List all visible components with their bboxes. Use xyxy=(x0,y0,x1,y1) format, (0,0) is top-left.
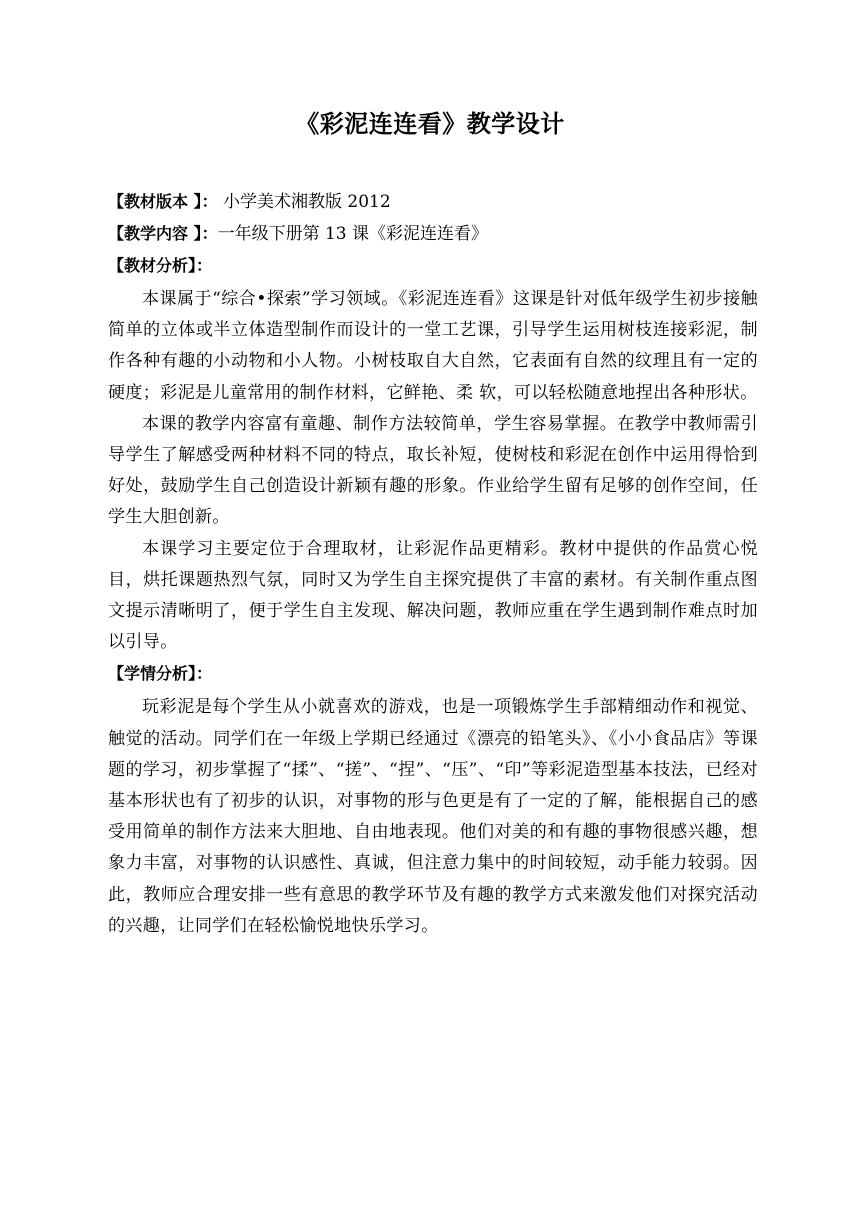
section-heading-student-analysis: 【学情分析】： xyxy=(108,664,213,684)
meta-value: 小学美术湘教版 2012 xyxy=(217,192,391,212)
document-body xyxy=(108,186,758,942)
meta-textbook-version xyxy=(108,186,758,218)
paragraph: 本课的教学内容富有童趣、制作方法较简单，学生容易掌握。在教学中教师需引导学生了解感受两种材料不同的特点，取长补短，使树枝和彩泥在创作中运用得恰到好处，鼓励学生自己创造设计新颖有趣的形象。作业给学生留有足够的创作空间，任学生大胆创新。 xyxy=(108,413,758,528)
paragraph: 本课学习主要定位于合理取材，让彩泥作品更精彩。教材中提供的作品赏心悦目，烘托课题热烈气氛，同时又为学生自主探究提供了丰富的素材。有关制作重点图文提示清晰明了，便于学生自主发现、解决问题，教师应重在学生遇到制作难点时加以引导。 xyxy=(108,538,758,653)
paragraph: 玩彩泥是每个学生从小就喜欢的游戏，也是一项锻炼学生手部精细动作和视觉、触觉的活动。同学们在一年级上学期已经通过《漂亮的铅笔头》、《小小食品店》等课题的学习，初步掌握了“揉”、“搓”、“捏”、“压”、“印”等彩泥造型基本技法，已经对基本形状也有了初步的认识，对事物的形与色更是有了一定的了解，能根据自己的感受用简单的制作方法来大胆地、自由地表现。他们对美的和有趣的事物很感兴趣，想象力丰富，对事物的认识感性、真诚，但注意力集中的时间较短，动手能力较弱。因此，教师应合理安排一些有意思的教学环节及有趣的教学方式来激发他们对探究活动的兴趣，让同学们在轻松愉悦地快乐学习。 xyxy=(108,697,758,936)
meta-teaching-content xyxy=(108,218,758,250)
paragraph: 本课属于“综合•探索”学习领域。《彩泥连连看》这课是针对低年级学生初步接触简单的立体或半立体造型制作而设计的一堂工艺课，引导学生运用树枝连接彩泥，制作各种有趣的小动物和小人物。小树枝取自大自然，它表面有自然的纹理且有一定的硬度；彩泥是儿童常用的制作材料，它鲜艳、柔 软，可以轻松随意地捏出各种形状。 xyxy=(108,289,758,403)
meta-label: 【教材版本 】： xyxy=(108,192,218,211)
document-title: 《彩泥连连看》教学设计 xyxy=(295,109,565,138)
section-heading-textbook-analysis: 【教材分析】： xyxy=(108,256,213,275)
meta-label: 【教学内容 】： xyxy=(108,224,218,243)
meta-value: 一年级下册第 13 课《彩泥连连看》 xyxy=(217,224,489,244)
